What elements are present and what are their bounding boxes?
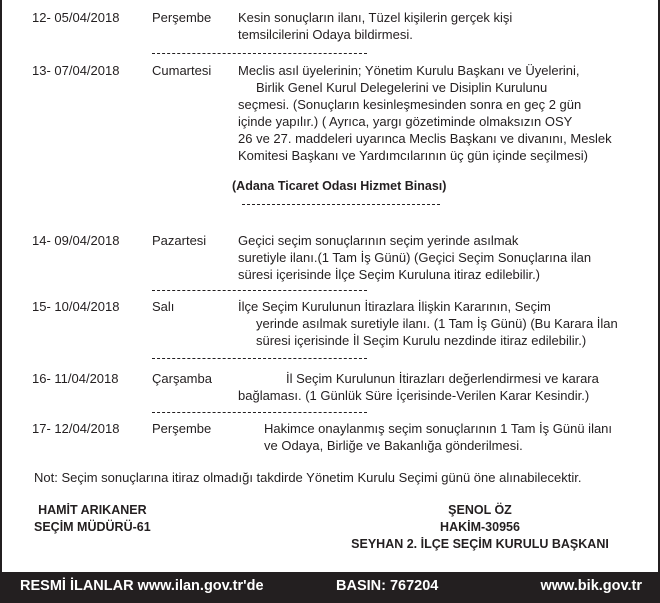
entry-line: seçmesi. (Sonuçların kesinleşmesinden sonra en geç 2 gün — [238, 97, 582, 112]
entry-line: İlçe Seçim Kurulunun İtirazlara İlişkin Kararının, Seçim — [238, 299, 551, 314]
signer-office: SEYHAN 2. İLÇE SEÇİM KURULU BAŞKANI — [351, 537, 609, 551]
signer-name: ŞENOL ÖZ — [448, 503, 512, 517]
entry-date: 12- 05/04/2018 — [32, 10, 120, 25]
venue-label: (Adana Ticaret Odası Hizmet Binası) — [232, 179, 447, 193]
entry-description — [238, 9, 638, 43]
signer-title: HAKİM-30956 — [440, 520, 520, 534]
entry-day: Çarşamba — [152, 371, 212, 386]
footer-title: RESMİ İLANLAR www.ilan.gov.tr'de — [20, 578, 264, 594]
entry-line: süresi içerisinde İlçe Seçim Kuruluna itiraz edilebilir.) — [238, 267, 541, 282]
entry-date: 17- 12/04/2018 — [32, 421, 120, 436]
footer-bar — [0, 572, 660, 603]
entry-line: Geçici seçim sonuçlarının seçim yerinde asılmak — [238, 233, 519, 248]
entry-date: 15- 10/04/2018 — [32, 299, 120, 314]
entry-line: temsilcilerini Odaya bildirmesi. — [238, 27, 413, 42]
entry-line: ve Odaya, Birliğe ve Bakanlığa gönderilmesi. — [264, 438, 523, 453]
entry-line: yerinde asılmak suretiyle ilanı. (1 Tam İş Günü) (Bu Karara İlan — [256, 316, 618, 331]
dashed-separator — [152, 53, 367, 54]
entry-line: Kesin sonuçların ilanı, Tüzel kişilerin gerçek kişi — [238, 10, 513, 25]
signer-name: HAMİT ARIKANER — [38, 503, 147, 517]
entry-line: 26 ve 27. maddeleri uyarınca Meclis Başkanı ve divanını, Meslek — [238, 131, 612, 146]
entry-description — [238, 298, 638, 349]
entry-line: Birlik Genel Kurul Delegelerini ve Disiplin Kurulunu — [256, 80, 548, 95]
entry-day: Pazartesi — [152, 233, 207, 248]
entry-description — [264, 420, 660, 454]
entry-day: Perşembe — [152, 421, 212, 436]
frame-left-border — [0, 0, 2, 572]
footer-basin-number: BASIN: 767204 — [336, 578, 439, 594]
signature-right — [330, 502, 630, 553]
entry-line: bağlaması. (1 Günlük Süre İçerisinde-Verilen Karar Kesindir.) — [238, 388, 590, 403]
note-text: Not: Seçim sonuçlarına itiraz olmadığı takdirde Yönetim Kurulu Seçimi günü öne alınabilecektir. — [34, 470, 582, 485]
entry-line: İl Seçim Kurulunun İtirazları değerlendirmesi ve karara — [286, 371, 599, 386]
entry-day: Perşembe — [152, 10, 212, 25]
entry-line: suretiyle ilanı.(1 Tam İş Günü) (Geçici Seçim Sonuçlarına ilan — [238, 250, 592, 265]
dashed-separator — [242, 204, 440, 205]
signature-left — [34, 502, 151, 536]
signer-title: SEÇİM MÜDÜRÜ-61 — [34, 520, 151, 534]
entry-description — [238, 62, 638, 164]
entry-description — [238, 232, 638, 283]
entry-date: 16- 11/04/2018 — [32, 371, 119, 386]
entry-line: süresi içerisinde İl Seçim Kurulu nezdinde itiraz edilebilir.) — [256, 333, 587, 348]
dashed-separator — [152, 412, 367, 413]
entry-date: 14- 09/04/2018 — [32, 233, 120, 248]
entry-line: Komitesi Başkanı ve Yardımcılarının üç gün içinde seçilmesi) — [238, 148, 588, 163]
entry-line: Meclis asıl üyelerinin; Yönetim Kurulu Başkanı ve Üyelerini, — [238, 63, 580, 78]
entry-line: Hakimce onaylanmış seçim sonuçlarının 1 Tam İş Günü ilanı — [264, 421, 613, 436]
entry-description — [238, 370, 636, 404]
dashed-separator — [152, 358, 367, 359]
entry-day: Cumartesi — [152, 63, 212, 78]
footer-website-link[interactable]: www.bik.gov.tr — [540, 578, 642, 594]
dashed-separator — [152, 290, 367, 291]
entry-day: Salı — [152, 299, 175, 314]
entry-line: içinde yapılır.) ( Ayrıca, yargı gözetiminde olmaksızın OSY — [238, 114, 573, 129]
entry-date: 13- 07/04/2018 — [32, 63, 120, 78]
